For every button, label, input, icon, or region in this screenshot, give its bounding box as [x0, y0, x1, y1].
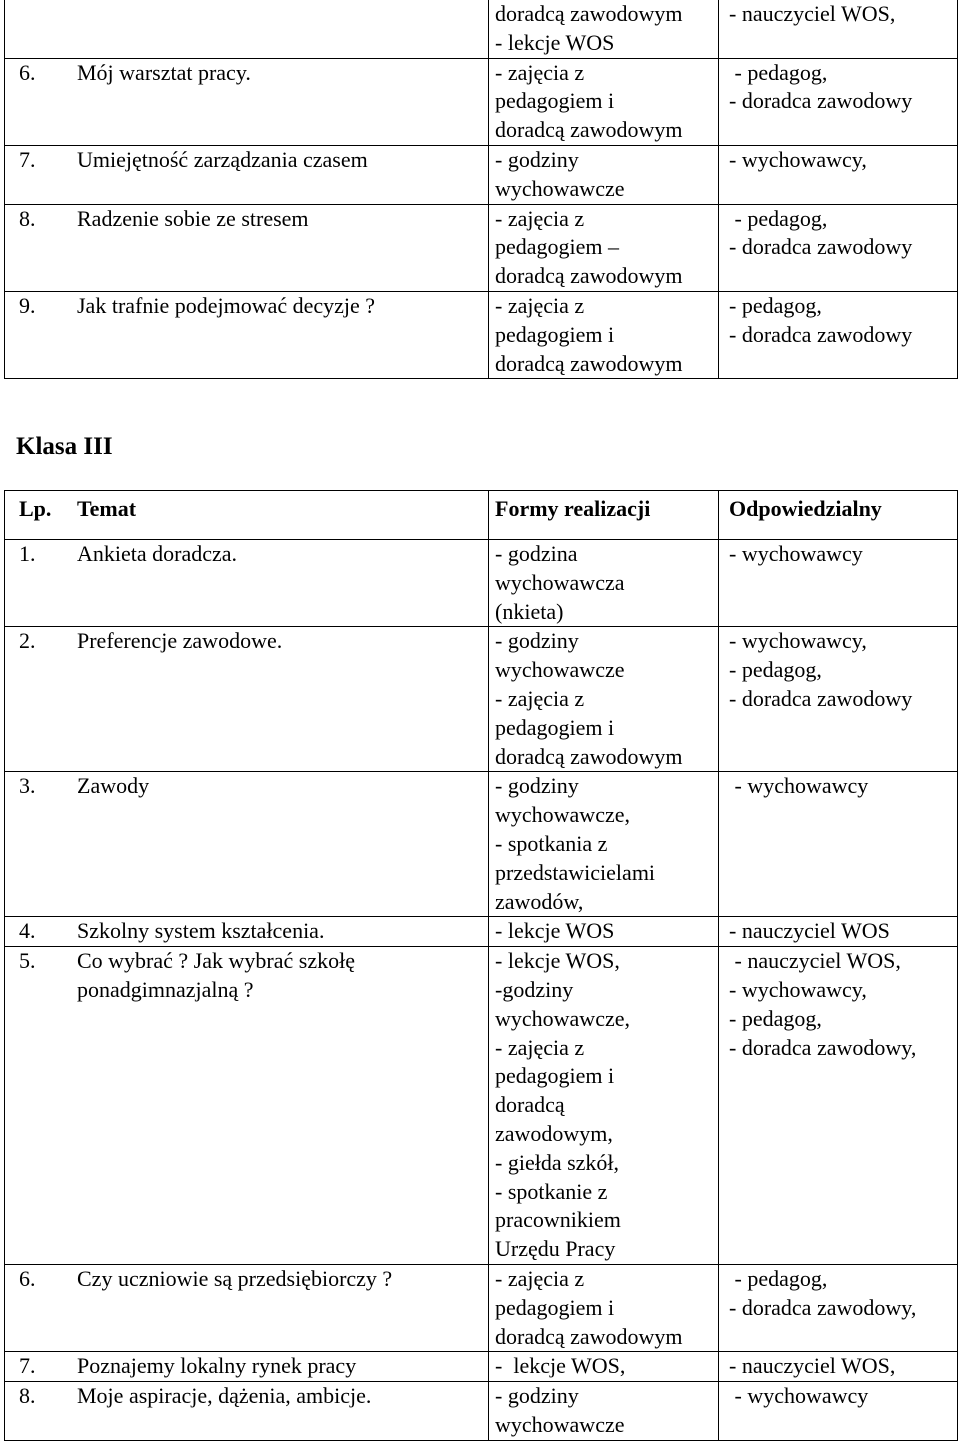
table-row: [5, 627, 958, 772]
form-line: wychowawcza: [495, 569, 625, 595]
form-line: pedagogiem i: [495, 88, 615, 114]
top-table-row: [5, 145, 958, 204]
responsible-line: - doradca zawodowy: [729, 685, 913, 711]
form-line: pedagogiem i: [495, 321, 615, 347]
form-cell: [489, 204, 719, 291]
form-line: doradcą zawodowym: [495, 263, 683, 289]
header-form: Formy realizacji: [495, 496, 651, 521]
form-line: wychowawcze,: [495, 802, 630, 828]
top-table-row: [5, 0, 958, 58]
form-line: wychowawcze: [495, 1411, 625, 1437]
table-row: [5, 947, 958, 1265]
responsible-line: - doradca zawodowy: [729, 234, 913, 260]
row-number: 6.: [19, 59, 36, 85]
form-line: przedstawicielami: [495, 859, 656, 885]
responsible-line: - wychowawcy: [729, 541, 863, 566]
responsible-line: - wychowawcy,: [729, 628, 867, 654]
responsible-line: - pedagog,: [729, 292, 822, 318]
form-line: - godziny: [495, 773, 579, 799]
form-cell: [489, 145, 719, 204]
form-line: zawodów,: [495, 888, 584, 914]
form-line: - lekcje WOS,: [495, 1353, 626, 1379]
header-resp-cell: [719, 491, 958, 540]
responsible-cell: [719, 540, 958, 627]
form-cell: [489, 0, 719, 58]
topic-cell: [5, 540, 489, 627]
row-number: 2.: [19, 628, 36, 654]
responsible-line: - doradca zawodowy: [729, 321, 913, 347]
schedule-table-class-iii: [4, 490, 958, 1441]
form-line: - lekcje WOS: [495, 29, 615, 55]
topic-text: Preferencje zawodowe.: [77, 628, 283, 654]
form-line: - godziny: [495, 146, 579, 172]
topic-text: Ankieta doradcza.: [77, 541, 238, 566]
table-row: [5, 1264, 958, 1351]
responsible-line: - pedagog,: [729, 59, 828, 85]
form-line: - zajęcia z: [495, 1034, 585, 1060]
row-number: 3.: [19, 773, 36, 799]
table-row: [5, 917, 958, 947]
topic-text: Poznajemy lokalny rynek pracy: [77, 1353, 357, 1379]
table-row: [5, 772, 958, 917]
row-number: 7.: [19, 1353, 36, 1379]
responsible-line: - pedagog,: [729, 1265, 828, 1291]
top-table-row: [5, 204, 958, 291]
row-number: 5.: [19, 948, 36, 974]
responsible-line: - pedagog,: [729, 1005, 822, 1031]
topic-cell: [5, 1382, 489, 1441]
topic-text: Moje aspiracje, dążenia, ambicje.: [77, 1383, 372, 1409]
form-cell: [489, 1264, 719, 1351]
form-line: - zajęcia z: [495, 59, 585, 85]
form-line: doradcą: [495, 1092, 565, 1118]
topic-cell: [5, 1352, 489, 1382]
form-line: - zajęcia z: [495, 685, 585, 711]
topic-text: Co wybrać ? Jak wybrać szkołę: [77, 948, 355, 974]
topic-cell: [5, 627, 489, 772]
responsible-line: - doradca zawodowy: [729, 88, 913, 114]
form-line: - zajęcia z: [495, 1265, 585, 1291]
form-line: pedagogiem i: [495, 714, 615, 740]
form-cell: [489, 1382, 719, 1441]
responsible-line: - wychowawcy,: [729, 146, 867, 172]
schedule-table-top: [4, 0, 958, 379]
table-row: [5, 1352, 958, 1382]
topic-cell: [5, 1264, 489, 1351]
form-cell: [489, 917, 719, 947]
form-line: wychowawcze: [495, 657, 625, 683]
form-cell: [489, 540, 719, 627]
top-table-row: [5, 291, 958, 378]
responsible-line: - pedagog,: [729, 657, 822, 683]
topic-text: Czy uczniowie są przedsiębiorczy ?: [77, 1265, 393, 1291]
top-table-row: [5, 58, 958, 145]
form-line: wychowawcze,: [495, 1005, 630, 1031]
topic-text: Radzenie sobie ze stresem: [77, 205, 309, 231]
topic-text: Umiejętność zarządzania czasem: [77, 146, 368, 172]
form-line: - lekcje WOS,: [495, 948, 620, 974]
topic-cell: [5, 917, 489, 947]
responsible-cell: [719, 145, 958, 204]
topic-text: Jak trafnie podejmować decyzje ?: [77, 292, 376, 318]
responsible-line: - nauczyciel WOS,: [729, 1, 896, 26]
responsible-cell: [719, 204, 958, 291]
responsible-cell: [719, 917, 958, 947]
table-row: [5, 540, 958, 627]
topic-cell: [5, 0, 489, 58]
form-line: doradcą zawodowym: [495, 1, 683, 26]
topic-text: ponadgimnazjalną ?: [77, 976, 254, 1002]
topic-text: Zawody: [77, 773, 150, 799]
responsible-line: - doradca zawodowy,: [729, 1034, 917, 1060]
header-lp: Lp.: [19, 496, 52, 521]
topic-cell: [5, 58, 489, 145]
responsible-line: - wychowawcy: [729, 773, 869, 799]
responsible-line: - wychowawcy,: [729, 976, 867, 1002]
header-topic: Temat: [77, 496, 137, 521]
form-line: - godziny: [495, 1383, 579, 1409]
topic-cell: [5, 145, 489, 204]
form-line: - spotkania z: [495, 830, 608, 856]
responsible-cell: [719, 627, 958, 772]
row-number: 9.: [19, 292, 36, 318]
form-line: - godzina: [495, 541, 578, 566]
form-line: doradcą zawodowym: [495, 743, 683, 769]
responsible-line: - pedagog,: [729, 205, 828, 231]
row-number: 6.: [19, 1265, 36, 1291]
responsible-cell: [719, 58, 958, 145]
responsible-cell: [719, 291, 958, 378]
responsible-line: - nauczyciel WOS,: [729, 1353, 896, 1379]
responsible-cell: [719, 0, 958, 58]
form-line: (nkieta): [495, 598, 564, 624]
form-cell: [489, 627, 719, 772]
row-number: 8.: [19, 1383, 36, 1409]
header-topic-cell: [5, 491, 489, 540]
form-line: wychowawcze: [495, 175, 625, 201]
responsible-line: - nauczyciel WOS,: [729, 948, 901, 974]
responsible-cell: [719, 1264, 958, 1351]
table-row: [5, 1382, 958, 1441]
topic-cell: [5, 204, 489, 291]
form-line: doradcą zawodowym: [495, 1323, 683, 1349]
topic-cell: [5, 947, 489, 1265]
header-resp: Odpowiedzialny: [729, 496, 882, 521]
row-number: 1.: [19, 541, 36, 566]
form-line: pedagogiem i: [495, 1294, 615, 1320]
responsible-line: - doradca zawodowy,: [729, 1294, 917, 1320]
row-number: 8.: [19, 205, 36, 231]
form-cell: [489, 1352, 719, 1382]
table-header-row: [5, 491, 958, 540]
class-heading: Klasa III: [16, 433, 113, 460]
topic-cell: [5, 772, 489, 917]
form-line: pracownikiem: [495, 1207, 621, 1233]
form-line: Urzędu Pracy: [495, 1236, 616, 1262]
header-form-cell: [489, 491, 719, 540]
form-line: doradcą zawodowym: [495, 117, 683, 143]
responsible-cell: [719, 1352, 958, 1382]
responsible-cell: [719, 772, 958, 917]
form-line: -godziny: [495, 976, 574, 1002]
form-cell: [489, 58, 719, 145]
responsible-cell: [719, 947, 958, 1265]
responsible-line: - wychowawcy: [729, 1383, 869, 1409]
form-line: zawodowym,: [495, 1120, 613, 1146]
form-line: doradcą zawodowym: [495, 350, 683, 376]
topic-cell: [5, 291, 489, 378]
form-line: - lekcje WOS: [495, 918, 615, 944]
row-number: 4.: [19, 918, 36, 944]
topic-text: Szkolny system kształcenia.: [77, 918, 325, 944]
topic-text: Mój warsztat pracy.: [77, 59, 251, 85]
responsible-cell: [719, 1382, 958, 1441]
responsible-line: - nauczyciel WOS: [729, 918, 890, 944]
form-line: - giełda szkół,: [495, 1149, 620, 1175]
form-cell: [489, 291, 719, 378]
row-number: 7.: [19, 146, 36, 172]
form-line: - zajęcia z: [495, 292, 585, 318]
form-cell: [489, 772, 719, 917]
form-cell: [489, 947, 719, 1265]
form-line: - zajęcia z: [495, 205, 585, 231]
form-line: - godziny: [495, 628, 579, 654]
form-line: - spotkanie z: [495, 1178, 608, 1204]
form-line: pedagogiem –: [495, 234, 620, 260]
form-line: pedagogiem i: [495, 1063, 615, 1089]
